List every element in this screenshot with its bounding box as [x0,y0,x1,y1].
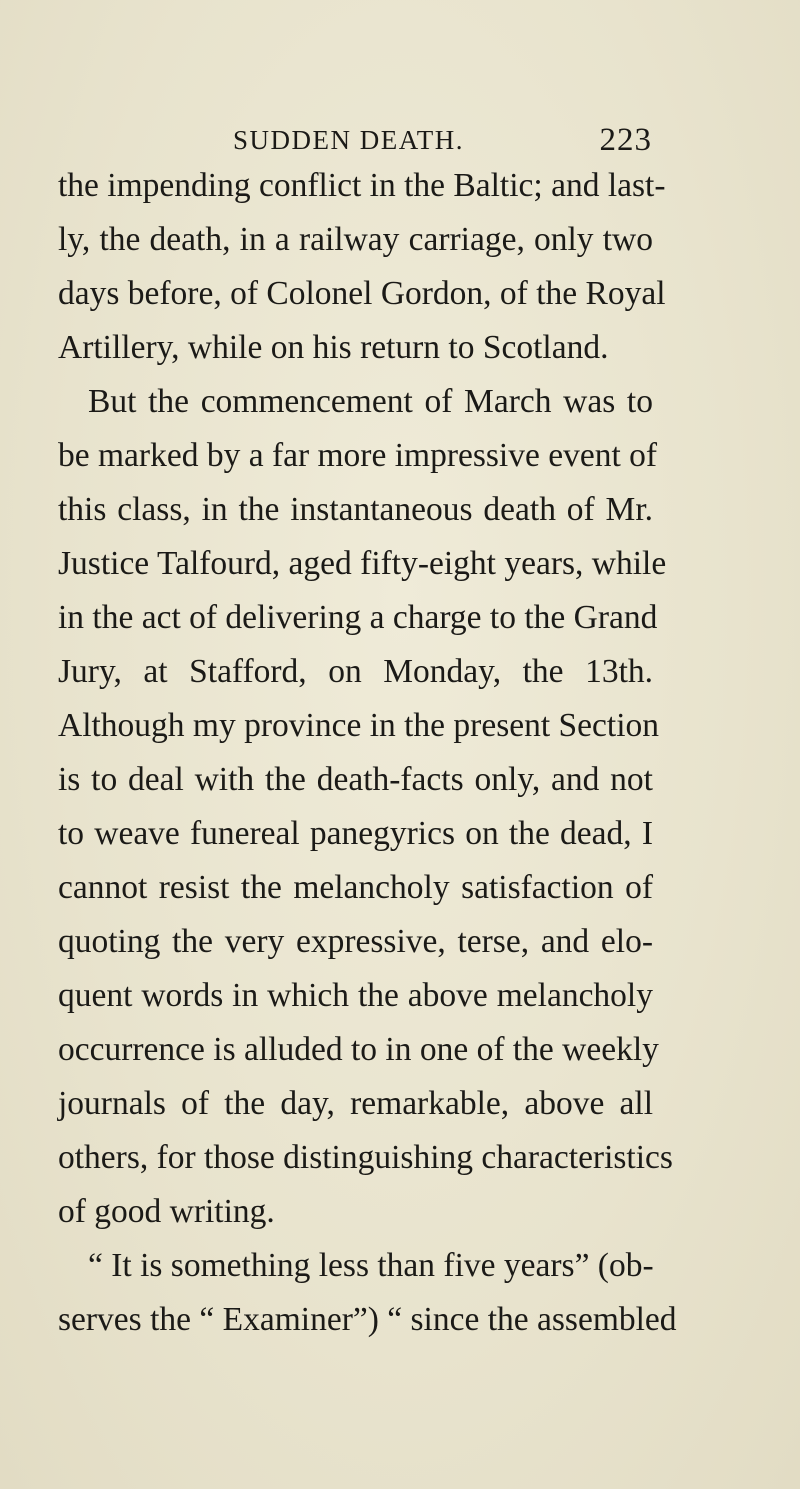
page-number: 223 [599,122,652,158]
page-header [0,120,800,160]
text-line: Justice Talfourd, aged fifty-eight years, while [58,545,667,582]
text-line: quoting the very expressive, terse, and elo- [58,923,653,960]
text-line: But the commencement of March was to [88,383,653,420]
text-line: others, for those distinguishing characteristics [58,1139,673,1176]
text-line: in the act of delivering a charge to the Grand [58,599,658,636]
text-line: quent words in which the above melancholy [58,977,653,1014]
running-head: SUDDEN DEATH. [233,125,464,155]
text-line: “ It is something less than five years” (ob- [88,1247,654,1284]
text-line: days before, of Colonel Gordon, of the Royal [58,275,666,312]
text-line: of good writing. [58,1193,275,1230]
text-line: the impending conflict in the Baltic; and last- [58,167,666,204]
text-line: to weave funereal panegyrics on the dead, I [58,815,653,852]
text-line: is to deal with the death-facts only, and not [58,761,653,798]
text-line: this class, in the instantaneous death of Mr. [58,491,653,528]
text-line: cannot resist the melancholy satisfaction of [58,869,653,906]
text-line: occurrence is alluded to in one of the weekly [58,1031,659,1068]
text-line: Artillery, while on his return to Scotland. [58,329,609,366]
text-line: be marked by a far more impressive event of [58,437,658,474]
text-line: Jury, at Stafford, on Monday, the 13th. [58,653,653,690]
text-line: ly, the death, in a railway carriage, only two [58,221,653,258]
text-line: Although my province in the present Section [58,707,660,744]
text-line: journals of the day, remarkable, above all [58,1085,653,1122]
text-line: serves the “ Examiner”) “ since the assembled [58,1301,677,1338]
